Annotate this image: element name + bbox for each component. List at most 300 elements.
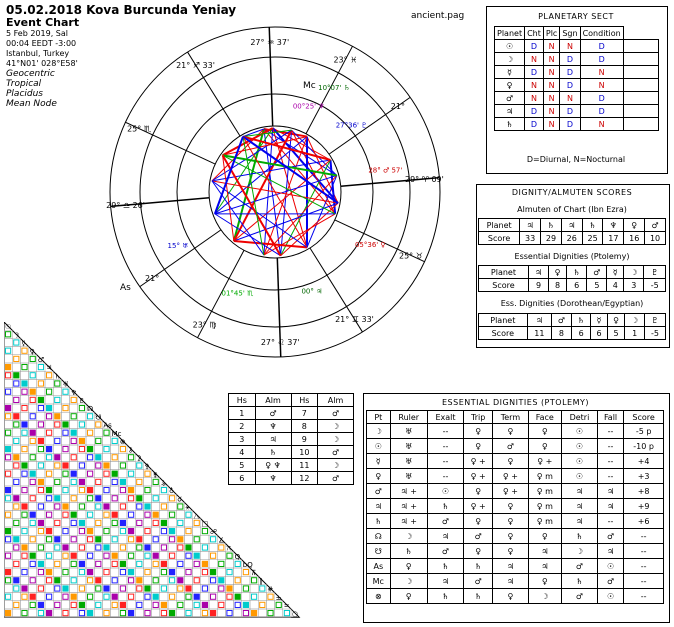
aspect-mark	[22, 422, 27, 427]
essential-cell: ☉	[367, 439, 391, 454]
sect-cell: N	[560, 40, 580, 53]
aspect-mark	[186, 586, 191, 591]
aspect-lines	[212, 128, 338, 256]
essential-cell: ♅	[390, 439, 427, 454]
cusp-label: 23° ♍	[192, 320, 217, 330]
aspect-mark	[14, 578, 19, 583]
aspect-mark	[38, 479, 43, 484]
cusp-label: 21°	[145, 274, 160, 284]
essential-cell: ♂	[464, 529, 493, 544]
planet-glyph-cell: ♃	[527, 314, 552, 327]
sect-cell: D	[560, 105, 580, 118]
essential-cell: ☽	[390, 574, 427, 589]
sect-cell	[623, 79, 658, 92]
planet-glyph-cell: ♇	[644, 314, 665, 327]
essential-cell: ♃	[597, 499, 623, 514]
grid-glyph: ☋	[95, 413, 102, 422]
planet-glyph-cell: ♀	[624, 219, 645, 232]
aspect-mark	[96, 496, 101, 501]
aspect-mark	[47, 406, 52, 411]
planet-label: 10°07' ♄	[318, 83, 350, 92]
essential-cell: ☉	[562, 469, 598, 484]
planet-glyph-cell: ♀	[607, 314, 625, 327]
aspect-mark	[30, 430, 35, 435]
essential-cell: --	[624, 574, 664, 589]
grid-glyph: ⊗	[119, 438, 126, 446]
grid-glyph: ⚳	[136, 454, 142, 463]
aspect-mark	[88, 611, 93, 616]
aspect-mark	[22, 504, 27, 509]
planet-label: 15° ♅	[167, 242, 189, 250]
essential-cell: ♂	[562, 559, 598, 574]
essential-cell: ♂	[464, 574, 493, 589]
aspect-mark	[55, 496, 60, 501]
aspect-mark	[55, 455, 60, 460]
essential-cell: ♂	[493, 439, 528, 454]
chart-coords: 41°N01' 028°E58'	[6, 59, 78, 68]
sect-cell: ♀	[495, 79, 525, 92]
chart-place: Istanbul, Turkey	[6, 49, 70, 58]
house-cell: 4	[229, 446, 256, 459]
cusp-label: 27° ♌ 37'	[260, 337, 300, 347]
essential-cell: --	[624, 589, 664, 604]
aspect-grid	[4, 322, 324, 622]
sect-row	[495, 92, 659, 105]
cusp-label: 29° ♈ 09'	[405, 174, 444, 184]
essential-cell: ♀	[493, 529, 528, 544]
aspect-mark	[178, 537, 183, 542]
planet-glyph-cell: ♄	[567, 266, 587, 279]
sect-cell: N	[543, 66, 559, 79]
aspect-mark	[6, 406, 11, 411]
essential-cell: ♃	[493, 559, 528, 574]
aspect-mark	[30, 553, 35, 558]
cusp-label: 23° ♓	[333, 55, 358, 65]
aspect-mark	[170, 529, 175, 534]
essential-cell: ♃	[367, 499, 391, 514]
grid-glyph: ⚹	[185, 503, 190, 512]
score-cell: 6	[567, 279, 587, 292]
sect-cell	[623, 53, 658, 66]
essential-cell: ♅	[390, 424, 427, 439]
house-cell: ♄	[255, 446, 291, 459]
essential-cell: ♂	[597, 529, 623, 544]
sect-col-place: Plc	[543, 27, 559, 40]
planet-label: 00° ♃	[301, 287, 323, 296]
essential-cell: ♄	[390, 544, 427, 559]
grid-glyph: ♇	[78, 397, 86, 405]
house-cell: 5	[229, 459, 256, 472]
aspect-mark	[47, 570, 52, 575]
essential-cell: ♀	[528, 424, 561, 439]
house-cell: ♆	[255, 420, 291, 433]
aspect-mark	[71, 430, 76, 435]
sect-cell	[623, 105, 658, 118]
aspect-line	[234, 203, 338, 241]
chart-title: 05.02.2018 Kova Burcunda Yeniay	[6, 3, 237, 17]
aspect-mark	[129, 488, 134, 493]
score-cell: 5	[607, 327, 625, 340]
score-cell: 4	[607, 279, 624, 292]
aspect-mark	[14, 373, 19, 378]
aspect-mark	[22, 463, 27, 468]
sect-cell: D	[525, 40, 544, 53]
sect-cell: N	[580, 79, 623, 92]
ptolemy-subtitle: Essential Dignities (Ptolemy)	[514, 252, 630, 261]
essential-cell: ♃	[493, 574, 528, 589]
aspect-mark	[63, 463, 68, 468]
sect-cell: N	[525, 53, 544, 66]
house-cell: 7	[291, 407, 318, 420]
essential-cell: ♃ +	[390, 499, 427, 514]
grid-glyph: Q	[234, 552, 241, 561]
grid-glyph: ☌	[177, 495, 182, 504]
essential-cell: ♀ +	[528, 454, 561, 469]
aspect-mark	[178, 578, 183, 583]
essential-row	[367, 484, 664, 499]
chart-subtitle: Event Chart	[6, 16, 80, 29]
essential-cell: ♂	[427, 514, 463, 529]
sect-col-planet: Planet	[495, 27, 525, 40]
aspect-mark	[6, 488, 11, 493]
aspect-mark	[14, 455, 19, 460]
house-cell: ♃	[255, 433, 291, 446]
sect-cell: N	[543, 53, 559, 66]
grid-glyph: ♅	[62, 380, 69, 389]
essential-cell: ♄	[464, 559, 493, 574]
essential-row	[367, 439, 664, 454]
essential-cell: ♂	[562, 589, 598, 604]
aspect-mark	[120, 479, 125, 484]
almuten-subtitle: Almuten of Chart (Ibn Ezra)	[517, 205, 627, 214]
house-cell: 11	[291, 459, 318, 472]
score-cell: 9	[528, 279, 548, 292]
aspect-mark	[22, 381, 27, 386]
sect-cell: D	[525, 118, 544, 131]
sect-cell: ☿	[495, 66, 525, 79]
essential-cell: +8	[624, 484, 664, 499]
aspect-mark	[88, 570, 93, 575]
essential-cell: ☋	[367, 544, 391, 559]
grid-glyph: □	[201, 520, 209, 528]
aspect-mark	[112, 471, 117, 476]
essential-cell: ♃	[597, 484, 623, 499]
aspect-mark	[129, 529, 134, 534]
aspect-mark	[96, 578, 101, 583]
aspect-mark	[71, 594, 76, 599]
essential-cell: ♃	[562, 499, 598, 514]
cusp-label: 27° ♒ 37'	[250, 38, 290, 48]
aspect-mark	[202, 602, 207, 607]
essential-cell: ♀	[464, 439, 493, 454]
essential-cell: ♃	[427, 529, 463, 544]
aspect-mark	[79, 438, 84, 443]
essential-cell: ♄	[427, 589, 463, 604]
essential-cell: ♄	[427, 499, 463, 514]
grid-glyph: ⊼	[251, 569, 257, 578]
aspect-mark	[194, 553, 199, 558]
essential-row	[367, 469, 664, 484]
essential-cell: ♀	[390, 589, 427, 604]
aspect-mark	[129, 611, 134, 616]
sect-cell	[623, 118, 658, 131]
planet-glyph-cell: ♄	[541, 219, 562, 232]
essential-cell: ♃ +	[390, 484, 427, 499]
grid-glyph: ∥	[259, 577, 263, 586]
score-cell: 17	[603, 232, 624, 245]
sect-row	[495, 105, 659, 118]
aspect-mark	[38, 561, 43, 566]
sect-cell: N	[580, 118, 623, 131]
score-cell: 1	[625, 327, 645, 340]
aspect-mark	[6, 447, 11, 452]
cusp-label: 25° ♏	[127, 124, 152, 134]
essential-cell: ♃	[562, 514, 598, 529]
essential-cell: --	[624, 559, 664, 574]
essential-cell: ☉	[562, 454, 598, 469]
house-cell: 10	[291, 446, 318, 459]
aspect-mark	[14, 496, 19, 501]
essential-cell: ☽	[562, 544, 598, 559]
essential-row	[367, 424, 664, 439]
planet-label: 27°36' ♇	[335, 121, 368, 130]
score-cell: 10	[645, 232, 666, 245]
aspect-mark	[153, 512, 158, 517]
aspect-mark	[202, 561, 207, 566]
essential-cell: ♀	[367, 469, 391, 484]
aspect-mark	[96, 455, 101, 460]
essential-cell: ♃	[528, 544, 561, 559]
essential-cell: Mc	[367, 574, 391, 589]
essential-cell: ♀	[493, 454, 528, 469]
aspect-mark	[47, 529, 52, 534]
house-cell: ♂	[255, 407, 291, 420]
essential-cell: --	[624, 529, 664, 544]
score-cell: 29	[541, 232, 562, 245]
score-cell: 26	[561, 232, 582, 245]
score-cell: 6	[571, 327, 591, 340]
planetary-sect-table	[494, 26, 659, 131]
planet-glyph-cell: ☿	[607, 266, 624, 279]
aspect-mark	[88, 529, 93, 534]
sect-cell: D	[560, 53, 580, 66]
aspect-mark	[55, 414, 60, 419]
sect-row	[495, 118, 659, 131]
grid-glyph: ☍	[210, 528, 218, 537]
aspect-mark	[129, 570, 134, 575]
sect-cell: D	[580, 40, 623, 53]
essential-cell: ♄	[367, 514, 391, 529]
sect-cell: D	[525, 105, 544, 118]
essential-cell: --	[597, 514, 623, 529]
essential-cell: ☉	[597, 589, 623, 604]
aspect-mark	[161, 520, 166, 525]
aspect-mark	[38, 520, 43, 525]
essential-cell: --	[427, 439, 463, 454]
planet-label: 01°45' ♏	[221, 289, 254, 298]
house-cell: 2	[229, 420, 256, 433]
sect-col-condition: Condition	[580, 27, 623, 40]
planet-label: 28° ♂ 57'	[368, 166, 403, 175]
aspect-mark	[22, 586, 27, 591]
option-mean-node: Mean Node	[6, 99, 57, 109]
aspect-mark	[170, 570, 175, 575]
essential-cell: ♀	[493, 544, 528, 559]
essential-cell: ♀ m	[528, 469, 561, 484]
aspect-line	[212, 181, 264, 255]
aspect-mark	[71, 471, 76, 476]
essential-cell: ♀ +	[464, 454, 493, 469]
aspect-mark	[55, 578, 60, 583]
aspect-mark	[6, 529, 11, 534]
score-cell: 33	[520, 232, 541, 245]
aspect-mark	[63, 422, 68, 427]
sect-cell: ♂	[495, 92, 525, 105]
aspect-mark	[153, 553, 158, 558]
aspect-mark	[47, 611, 52, 616]
cusp-label: 21° ♊ 33'	[335, 315, 374, 325]
aspect-mark	[104, 586, 109, 591]
essential-row	[367, 454, 664, 469]
house-cell: 9	[291, 433, 318, 446]
aspect-mark	[30, 512, 35, 517]
planet-glyph-cell: ♃	[520, 219, 541, 232]
essential-cell: ♃	[427, 574, 463, 589]
ptolemy-score-table: Planet ♃ ♀ ♄ ♂ ☿ ☽ ♇ Score 9 8 6 5 4 3 -5	[478, 265, 666, 292]
dorothean-subtitle: Ess. Dignities (Dorothean/Egyptian)	[500, 299, 644, 308]
aspect-mark	[38, 397, 43, 402]
sect-row	[495, 40, 659, 53]
aspect-mark	[153, 594, 158, 599]
essential-row	[367, 574, 664, 589]
essential-cell: ♀	[528, 574, 561, 589]
sect-cell: N	[525, 92, 544, 105]
essential-cell: ♀	[493, 499, 528, 514]
aspect-mark	[63, 586, 68, 591]
grid-glyph: ♀	[29, 347, 35, 356]
grid-glyph: ⚷	[128, 446, 134, 455]
aspect-mark	[227, 586, 232, 591]
sect-cell: N	[543, 79, 559, 92]
essential-cell: ☉	[562, 424, 598, 439]
house-almuten-table: Hs Alm Hs Alm 1 ♂ 7 ♂ 2 ♆ 8 ☽ 3 ♃ 9 ☽ 4 ♄ 10 ♂ 5 ♀ ♆ 11 ☽ 6 ♆ 12 ♂	[228, 393, 354, 485]
grid-glyph: △	[193, 511, 199, 520]
aspect-mark	[22, 545, 27, 550]
essential-cell: ♄	[464, 589, 493, 604]
essential-cell: ☉	[597, 559, 623, 574]
planet-glyph-cell: ♀	[549, 266, 567, 279]
aspect-mark	[211, 611, 216, 616]
sect-cell: N	[543, 40, 559, 53]
planet-label: 00°25' ♆	[292, 102, 325, 111]
cusp-label: 25° ♉	[398, 251, 423, 261]
aspect-mark	[137, 496, 142, 501]
essential-cell: +4	[624, 454, 664, 469]
score-cell: 8	[552, 327, 572, 340]
sect-cell: D	[560, 79, 580, 92]
house-cell: ♆	[255, 472, 291, 485]
sect-cell: N	[580, 66, 623, 79]
score-cell: 16	[624, 232, 645, 245]
source-file-label: ancient.pag	[411, 11, 465, 21]
aspect-mark	[6, 365, 11, 370]
aspect-mark	[47, 488, 52, 493]
essential-cell: ♀ +	[493, 484, 528, 499]
chart-wheel	[100, 20, 460, 360]
aspect-mark	[194, 594, 199, 599]
essential-cell: -5 p	[624, 424, 664, 439]
planet-glyph-cell: ☿	[591, 314, 607, 327]
planet-label: 05°36' ♀	[354, 241, 386, 249]
essential-cell: ♀	[493, 589, 528, 604]
grid-glyph: ♁	[169, 487, 175, 496]
option-tropical: Tropical	[6, 79, 42, 89]
grid-glyph: Mc	[111, 429, 122, 438]
cusp-label: 21° ♐ 33'	[176, 60, 215, 70]
aspect-mark	[71, 553, 76, 558]
planet-glyph-cell: ♃	[528, 266, 548, 279]
option-geocentric: Geocentric	[6, 69, 55, 79]
planet-glyph-cell: ☽	[625, 314, 645, 327]
sect-cell: D	[525, 66, 544, 79]
score-cell: 3	[624, 279, 644, 292]
aspect-mark	[79, 561, 84, 566]
aspect-mark	[120, 561, 125, 566]
essential-cell: As	[367, 559, 391, 574]
planet-glyph-cell: ♄	[571, 314, 591, 327]
house-cell: 1	[229, 407, 256, 420]
aspect-mark	[219, 578, 224, 583]
essential-cell: ♂	[367, 484, 391, 499]
aspect-mark	[112, 553, 117, 558]
essential-row	[367, 559, 664, 574]
essential-cell: ♀ +	[464, 469, 493, 484]
grid-glyph: ☉	[5, 323, 12, 332]
essential-cell: ♄	[562, 529, 598, 544]
score-cell: 5	[587, 279, 607, 292]
sect-cell: D	[560, 66, 580, 79]
grid-glyph: ⚶	[160, 479, 167, 487]
grid-glyph: ⚻	[226, 544, 232, 553]
essential-cell: --	[427, 469, 463, 484]
sect-cell: N	[525, 79, 544, 92]
chart-time: 00:04 EEDT -3:00	[6, 39, 77, 48]
aspect-mark	[88, 447, 93, 452]
grid-glyph: bQ	[242, 561, 253, 569]
aspect-mark	[211, 570, 216, 575]
aspect-mark	[6, 611, 11, 616]
essential-cell: ♅	[390, 469, 427, 484]
aspect-mark	[63, 545, 68, 550]
essential-cell: ♀	[528, 439, 561, 454]
house-cell: 8	[291, 420, 318, 433]
sect-row	[495, 53, 659, 66]
grid-glyph: =	[283, 602, 290, 610]
sect-cell: ♃	[495, 105, 525, 118]
house-cell: ☽	[318, 420, 354, 433]
grid-glyph: ☿	[21, 339, 26, 348]
sect-cell	[623, 66, 658, 79]
sect-rows	[495, 40, 659, 131]
aspect-mark	[104, 504, 109, 509]
planet-glyph-cell: ♂	[587, 266, 607, 279]
sect-row	[495, 66, 659, 79]
sect-cell: D	[580, 53, 623, 66]
sect-footer: D=Diurnal, N=Nocturnal	[526, 155, 626, 164]
dignity-title: DIGNITY/ALMUTEN SCORES	[511, 188, 633, 197]
grid-glyph: ∠	[218, 536, 225, 545]
almuten-table: Planet ♃ ♄ ♃ ♄ ♆ ♀ ♂ Score 33 29 26 25 17 16 10	[478, 218, 666, 245]
